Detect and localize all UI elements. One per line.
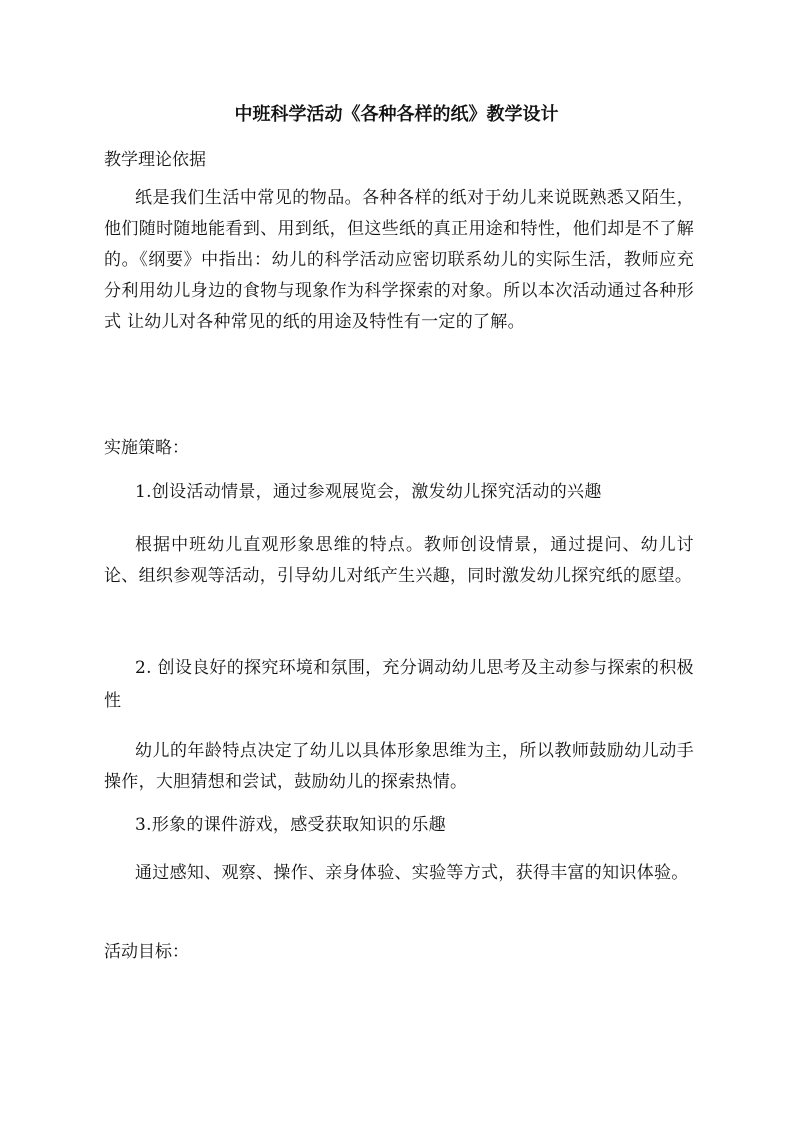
paragraph-theory: 纸是我们生活中常见的物品。各种各样的纸对于幼儿来说既熟悉又陌生，他们随时随地能看到、用到纸，但这些纸的真正用途和特性，他们却是不了解的。《纲要》中指出：幼儿的科学活动应密切联系幼儿的实际生活，教师应充分利用幼儿身边的食物与现象作为科学探索的对象。所以本次活动通过各种形式 让幼儿对各种常见的纸的用途及特性有一定的了解。 xyxy=(104,188,694,332)
heading-theory: 教学理论依据 xyxy=(104,150,206,170)
strategy-item-3-body: 通过感知、观察、操作、亲身体验、实验等方式，获得丰富的知识体验。 xyxy=(135,863,689,883)
strategy-item-3-title: 3.形象的课件游戏，感受获取知识的乐趣 xyxy=(135,815,446,835)
strategy-item-1-body: 根据中班幼儿直观形象思维的特点。教师创设情景，通过提问、幼儿讨论、组织参观等活动，引导幼儿对纸产生兴趣，同时激发幼儿探究纸的愿望。 xyxy=(104,535,694,586)
heading-goals: 活动目标： xyxy=(104,942,189,962)
document-title: 中班科学活动《各种各样的纸》教学设计 xyxy=(234,104,559,125)
heading-strategy: 实施策略： xyxy=(104,438,189,458)
strategy-item-2-title: 2. 创设良好的探究环境和氛围，充分调动幼儿思考及主动参与探索的积极性 xyxy=(104,658,694,711)
strategy-item-1-title: 1.创设活动情景，通过参观展览会，激发幼儿探究活动的兴趣 xyxy=(135,482,602,502)
strategy-item-2-body: 幼儿的年龄特点决定了幼儿以具体形象思维为主，所以教师鼓励幼儿动手操作，大胆猜想和尝试，鼓励幼儿的探索热情。 xyxy=(104,741,694,792)
